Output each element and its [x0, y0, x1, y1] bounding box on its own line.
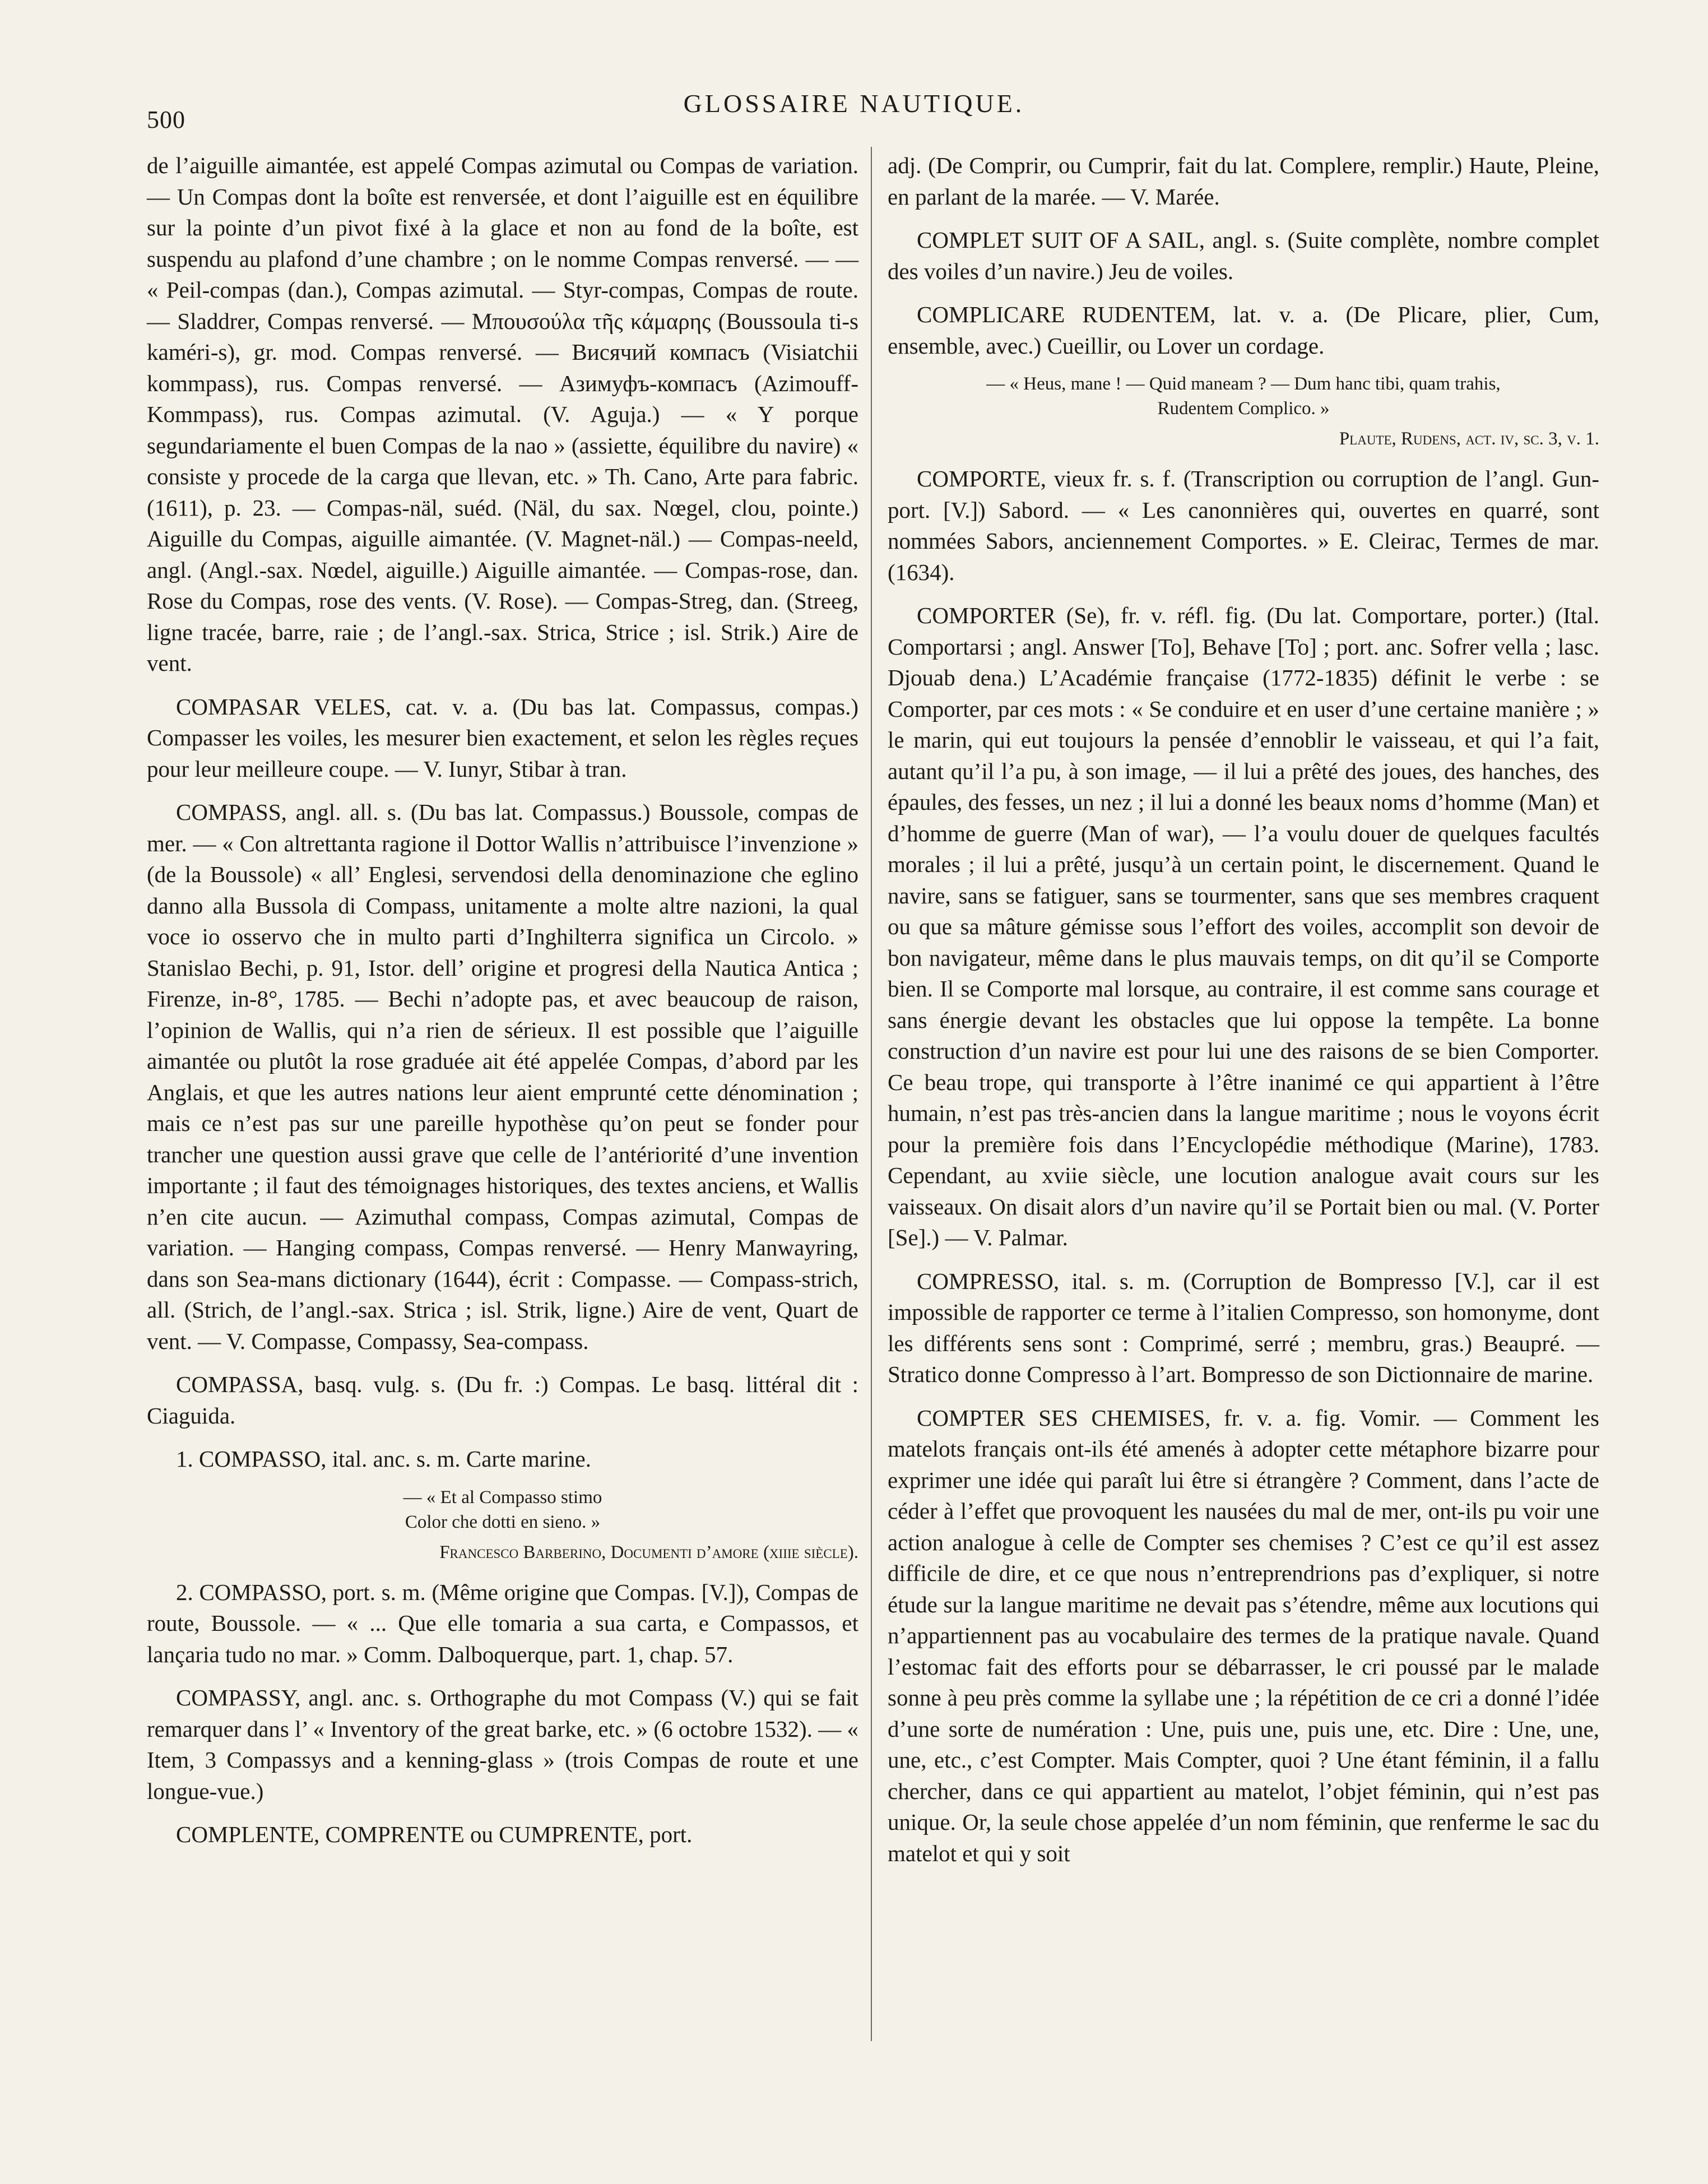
entry-comporter: COMPORTER (Se), fr. v. réfl. fig. (Du lat. Comportare, porter.) (Ital. Comportarsi ; angl. Answer [To], Behave [To] ; port. anc. Sofrer vella ; lasc. Djouab dena.) L’Académie française (1772-1835) définit le verbe : se Comporter, par ces mots : « Se conduire et en user d’une certaine manière ; » le marin, qui eut toujours la pensée d’ennoblir le vaisseau, et qui l’a fait, autant qu’il l’a pu, à son image, — il lui a prêté des joues, des hanches, des épaules, des fesses, un nez ; il lui a donné les beaux noms d’homme (Man) et d’homme de guerre (Man of war), — l’a voulu douer de quelques facultés morales ; il lui a prêté, jusqu’à un certain point, le discernement. Quand le navire, sans se fatiguer, sans se tourmenter, sans que ses membres craquent ou que sa mâture gémisse sous l’effort des voiles, accomplit son devoir de bon navigateur, même dans le plus mauvais temps, on dit qu’il se Comporte bien. Il se Comporte mal lorsque, au contraire, il est comme sans courage et sans énergie devant les obstacles que lui oppose la tempête. La bonne construction d’un navire est pour lui une des raisons de se bien Comporter. Ce beau trope, qui transporte à l’être inanimé ce qui appartient à l’être humain, n’est pas très-ancien dans la langue maritime ; nous le voyons écrit pour la première fois dans l’Encyclopédie méthodique (Marine), 1783. Cependant, au xviie siècle, une locution analogue avait cours sur les vaisseaux. On disait alors d’un navire qu’il se Portait bien ou mal. (V. Porter [Se].) — V. Palmar. [888, 602, 1599, 1250]
entry-complicare: COMPLICARE RUDENTEM, lat. v. a. (De Plicare, plier, Cum, ensemble, avec.) Cueillir, ou Lover un cordage. [888, 302, 1599, 359]
entry-compter-ses-chemises: COMPTER SES CHEMISES, fr. v. a. fig. Vomir. — Comment les matelots français ont-ils été amenés à adopter cette métaphore bizarre pour exprimer une idée qui paraît lui être si étrangère ? Comment, dans l’acte de céder à l’effet que provoquent les nausées du mal de mer, ont-ils pu voir une action analogue à celle de Compter ses chemises ? C’est ce qu’il est assez difficile de dire, et ce que nous n’entreprendrions pas d’expliquer, si notre étude sur la langue maritime ne devait pas s’étendre, même aux locutions qui n’appartiennent pas au vocabulaire des termes de la pratique navale. Quand l’estomac fait des efforts pour se débarrasser, le cri poussé par le malade sonne à peu près comme la syllabe une ; la répétition de ce cri a donné l’idée d’une sorte de numération : Une, puis une, puis une, etc. Dire : Une, une, une, etc., c’est Compter. Mais Compter, quoi ? Une étant féminin, il a fallu chercher, dans ce qui appartient au matelot, l’objet féminin, qui n’est pas unique. Or, la seule chose appelée d’un nom féminin, que renferme le sac du matelot et qui y soit [888, 1404, 1599, 1866]
entry-complet-suit: COMPLET SUIT OF A SAIL, angl. s. (Suite complète, nombre complet des voiles d’un navire.) Jeu de voiles. [888, 227, 1599, 284]
right-column [888, 150, 1599, 1869]
quote-line: Rudentem Complico. » [1157, 398, 1330, 419]
quote-line: Color che dotti en sieno. » [405, 1511, 601, 1532]
entry-compassa: COMPASSA, basq. vulg. s. (Du fr. :) Compas. Le basq. littéral dit : Ciaguida. [147, 1371, 858, 1429]
entry-compasar-veles: COMPASAR VELES, cat. v. a. (Du bas lat. Compassus, compas.) Compasser les voiles, les mesurer bien exactement, et selon les règles reçues pour leur meilleure coupe. — V. Iunyr, Stibar à tran. [147, 693, 858, 782]
quote-line: — « Heus, mane ! — Quid maneam ? — Dum hanc tibi, quam trahis, [986, 374, 1501, 394]
entry-text: de l’aiguille aimantée, est appelé Compas azimutal ou Compas de variation. — Un Compas dont la boîte est renversée, et dont l’aiguille est en équilibre sur la pointe d’un pivot fixé à la glace et non au fond de la boîte, est suspendu au plafond d’une chambre ; on le nomme Compas renversé. — — « Peil-compas (dan.), Compas azimutal. — Styr-compas, Compas de route. — Sladdrer, Compas renversé. — Μπουσούλα τῆς κάμαρης (Boussoula ti-s kaméri-s), gr. mod. Compas renversé. — Висячий компасъ (Visiatchii kommpass), rus. Compas renversé. — Азимуфъ-компасъ (Azimouff-Kommpass), rus. Compas azimutal. (V. Aguja.) — « Y porque segundariamente el buen Compas de la nao » (assiette, équilibre du navire) « consiste y procede de la carga que llevan, etc. » Th. Cano, Arte para fabric. (1611), p. 23. — Compas-näl, suéd. (Näl, du sax. Nœgel, clou, pointe.) Aiguille du Compas, aiguille aimantée. (V. Magnet-näl.) — Compas-neeld, angl. (Angl.-sax. Nœdel, aiguille.) Aiguille aimantée. — Compas-rose, dan. Rose du Compas, rose des vents. (V. Rose). — Compas-Streg, dan. (Streeg, ligne tracée, barre, raie ; de l’angl.-sax. Strica, Strice ; isl. Strik.) Aire de vent. [147, 152, 858, 676]
entry-compassy: COMPASSY, angl. anc. s. Orthographe du mot Compass (V.) qui se fait remarquer dans l’ « Inventory of the great barke, etc. » (6 octobre 1532). — « Item, 3 Compassys and a kenning-glass » (trois Compas de route et une longue-vue.) [147, 1685, 858, 1804]
entry-compresso: COMPRESSO, ital. s. m. (Corruption de Bompresso [V.], car il est impossible de rapporter ce terme à l’italien Compresso, son homonyme, dont les différents sens sont : Comprimé, serré ; membru, gras.) Beaupré. — Stratico donne Compresso à l’art. Bompresso de son Dictionnaire de marine. [888, 1268, 1599, 1387]
quote-source: Francesco Barberino, Documenti d’amore (xiiie siècle). [439, 1542, 858, 1562]
quote-line: — « Et al Compasso stimo [403, 1487, 602, 1508]
quote-source: Plaute, Rudens, act. iv, sc. 3, v. 1. [1339, 429, 1599, 449]
quote-plaute [888, 372, 1599, 451]
column-divider [871, 147, 872, 2041]
entry-compass: COMPASS, angl. all. s. (Du bas lat. Compassus.) Boussole, compas de mer. — « Con altrettanta ragione il Dottor Wallis n’attribuisce l’invenzione » (de la Boussole) « all’ Englesi, servendosi della denominazione che eglino danno alla Bussola di Compass, unitamente a molte altre nazioni, la qual voce io osservo che in multo parti d’Inghilterra significa un Circolo. » Stanislao Bechi, p. 91, Istor. dell’ origine et progresi della Nautica Antica ; Firenze, in-8°, 1785. — Bechi n’adopte pas, et avec beaucoup de raison, l’opinion de Wallis, qui n’a rien de sérieux. Il est possible que l’aiguille aimantée ou plutôt la rose graduée ait été appelée Compas, d’abord par les Anglais, et que les autres nations leur aient emprunté cette dénomination ; mais ce n’est pas sur une pareille hypothèse qu’on peut se fonder pour trancher une question aussi grave que celle de l’antériorité d’une invention importante ; il faut des témoignages historiques, des textes anciens, et Wallis n’en cite aucun. — Azimuthal compass, Compas azimutal, Compas de variation. — Hanging compass, Compas renversé. — Henry Manwayring, dans son Sea-mans dictionary (1644), écrit : Compasse. — Compass-strich, all. (Strich, de l’angl.-sax. Strica ; isl. Strik, ligne.) Aire de vent, Quart de vent. — V. Compasse, Compassy, Sea-compass. [147, 799, 858, 1354]
entry-text: adj. (De Comprir, ou Cumprir, fait du lat. Complere, remplir.) Haute, Pleine, en parlant de la marée. — V. Marée. [888, 152, 1599, 210]
page-number: 500 [147, 106, 185, 133]
entry-complente: COMPLENTE, COMPRENTE ou CUMPRENTE, port. [176, 1821, 693, 1847]
left-column [147, 150, 858, 1851]
entry-compasso-2: 2. COMPASSO, port. s. m. (Même origine que Compas. [V.]), Compas de route, Boussole. — « ... Que elle tomaria a sua carta, e Compassos, et lançaria tudo no mar. » Comm. Dalboquerque, part. 1, chap. 57. [147, 1579, 858, 1667]
running-title: GLOSSAIRE NAUTIQUE. [683, 89, 1025, 118]
entry-compasso-1: 1. COMPASSO, ital. anc. s. m. Carte marine. [176, 1446, 592, 1472]
quote-barberino [147, 1485, 858, 1565]
entry-comporte: COMPORTE, vieux fr. s. f. (Transcription ou corruption de l’angl. Gun-port. [V.]) Sabord. — « Les canonnières qui, ouvertes en quarré, sont nommées Sabors, anciennement Comportes. » E. Cleirac, Termes de mar. (1634). [888, 466, 1599, 585]
